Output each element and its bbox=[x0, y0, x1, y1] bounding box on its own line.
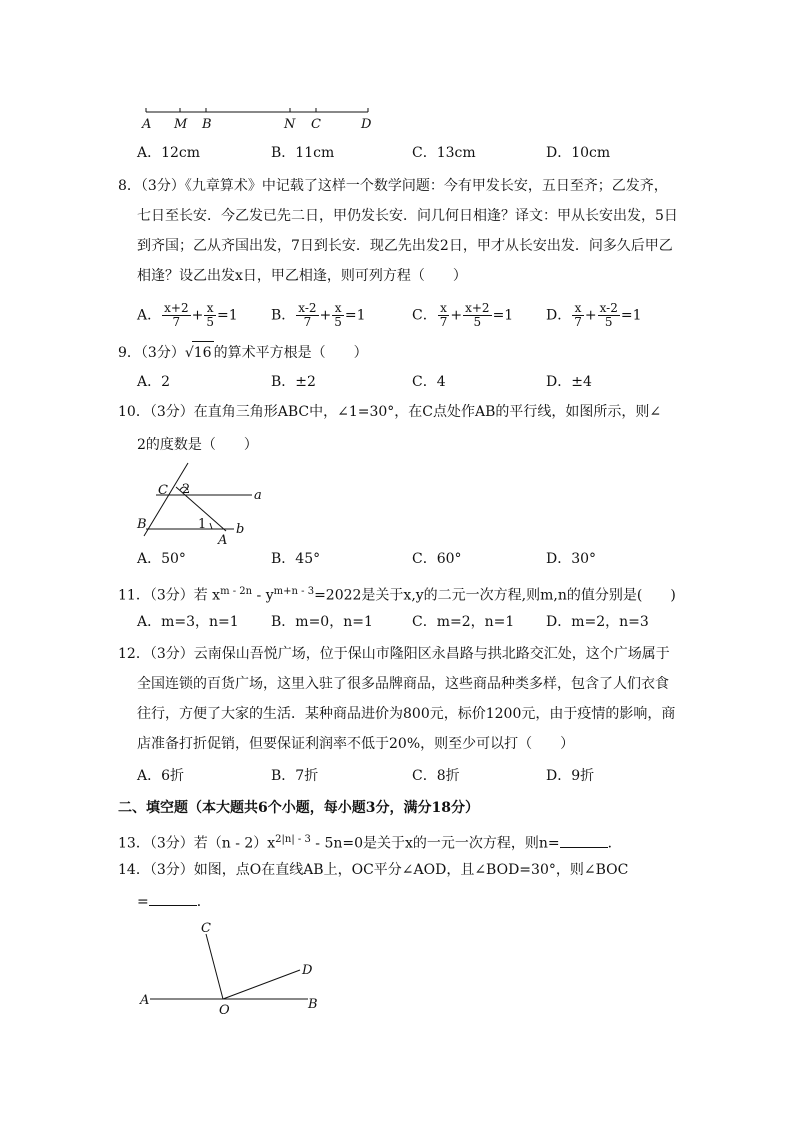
q11-option-b[interactable]: B．m=0，n=1 bbox=[271, 614, 373, 630]
denominator: 5 bbox=[604, 315, 613, 329]
q8-option-d[interactable] bbox=[546, 302, 642, 329]
label-2: 2 bbox=[182, 482, 191, 497]
label-a: A bbox=[142, 117, 152, 132]
label-b-point: B bbox=[137, 517, 147, 532]
section-title: 二、填空题（本大题共6个小题，每小题3分，满分18分） bbox=[118, 800, 479, 816]
question-13 bbox=[118, 829, 622, 855]
fraction bbox=[204, 302, 216, 329]
q9-option-b[interactable]: B．±2 bbox=[271, 374, 316, 390]
q11-option-d[interactable]: D．m=2，n=3 bbox=[546, 614, 649, 630]
plus: + bbox=[450, 307, 463, 324]
q12-line-3: 往行，方便了大家的生活．某种商品进价为800元，标价1200元，由于疫情的影响，商 bbox=[137, 706, 676, 722]
q7-option-d[interactable]: D．10cm bbox=[546, 145, 611, 161]
q9-stem bbox=[118, 341, 368, 364]
denominator: 7 bbox=[303, 315, 312, 329]
fraction bbox=[572, 302, 584, 329]
q8-option-b[interactable] bbox=[271, 302, 366, 329]
denominator: 7 bbox=[439, 315, 448, 329]
ray-od bbox=[223, 970, 300, 999]
q11-mid: - y bbox=[252, 587, 274, 604]
plus: + bbox=[584, 307, 597, 324]
q14-equals: = bbox=[137, 894, 149, 910]
q11-option-a[interactable]: A．m=3，n=1 bbox=[137, 614, 239, 630]
q10-option-a[interactable]: A．50° bbox=[137, 551, 186, 567]
denominator: 7 bbox=[574, 315, 582, 329]
fraction bbox=[438, 302, 450, 329]
q10-option-b[interactable]: B．45° bbox=[271, 551, 321, 567]
label-c: C bbox=[158, 483, 168, 498]
q9-prefix: 9．（3分） bbox=[118, 345, 185, 361]
label-a-point: A bbox=[218, 533, 228, 548]
q8-option-c[interactable] bbox=[412, 302, 513, 329]
q10-line-2: 2的度数是（ ） bbox=[137, 437, 258, 453]
q7-option-b[interactable]: B．11cm bbox=[271, 145, 335, 161]
triangle-figure bbox=[136, 460, 276, 550]
q8-option-c-label: C． bbox=[412, 307, 437, 324]
numerator: x bbox=[438, 302, 450, 316]
q12-option-c[interactable]: C．8折 bbox=[412, 768, 460, 784]
q12-option-b[interactable]: B．7折 bbox=[271, 768, 319, 784]
q8-option-a[interactable] bbox=[137, 302, 238, 329]
q13-answer-blank[interactable] bbox=[560, 833, 608, 848]
numerator: x+2 bbox=[164, 301, 189, 315]
rhs: =1 bbox=[216, 307, 238, 324]
q9-option-c[interactable]: C．4 bbox=[412, 374, 446, 390]
q11-stem bbox=[118, 581, 676, 607]
numerator: x+2 bbox=[465, 301, 490, 315]
rhs: =1 bbox=[492, 307, 514, 324]
q7-option-a[interactable]: A．12cm bbox=[137, 145, 201, 161]
denominator: 5 bbox=[334, 315, 342, 329]
q13-exponent: 2|n| - 3 bbox=[275, 834, 311, 845]
q12-option-d[interactable]: D．9折 bbox=[546, 768, 595, 784]
fraction bbox=[598, 302, 620, 329]
q10-option-c[interactable]: C．60° bbox=[412, 551, 462, 567]
label-b: B bbox=[308, 997, 318, 1012]
q11-prefix: 11．（3分）若 x bbox=[118, 587, 221, 604]
label-b-line: b bbox=[236, 522, 245, 537]
denominator: 7 bbox=[172, 315, 181, 329]
q13-suffix: - 5n=0是关于x的一元一次方程，则n= bbox=[310, 835, 560, 852]
q9-option-d[interactable]: D．±4 bbox=[546, 374, 592, 390]
label-m: M bbox=[174, 117, 188, 132]
numerator: x bbox=[204, 302, 216, 316]
label-o: O bbox=[219, 1003, 230, 1018]
transversal bbox=[144, 463, 191, 536]
q11-suffix: =2022是关于x,y的二元一次方程,则m,n的值分别是( ) bbox=[314, 587, 676, 604]
fraction bbox=[463, 302, 491, 329]
label-c: C bbox=[311, 117, 321, 132]
q13-prefix: 13．（3分）若（n - 2）x bbox=[118, 835, 276, 852]
q8-line-2: 七日至长安．今乙发已先二日，甲仍发长安．问几何日相逢？译文：甲从长安出发，5日 bbox=[137, 208, 678, 224]
numerator: x bbox=[572, 302, 584, 316]
q14-answer-blank[interactable] bbox=[149, 891, 197, 906]
q11-exponent-1: m - 2n bbox=[220, 586, 253, 597]
rhs: =1 bbox=[344, 307, 366, 324]
q8-line-1: 8．（3分）《九章算术》中记载了这样一个数学问题：今有甲发长安，五日至齐；乙发齐， bbox=[118, 178, 668, 194]
label-b: B bbox=[202, 117, 212, 132]
segment-figure bbox=[140, 104, 380, 134]
q8-line-4: 相逢？设乙出发x日，甲乙相逢，则可列方程（ ） bbox=[137, 268, 467, 284]
q8-option-a-label: A． bbox=[137, 307, 162, 324]
label-d: D bbox=[361, 117, 372, 132]
sqrt-sign: √ bbox=[184, 345, 194, 361]
q13-end: ． bbox=[607, 835, 622, 852]
plus: + bbox=[191, 307, 204, 324]
fraction bbox=[296, 302, 318, 329]
angle-1-mark bbox=[210, 523, 212, 529]
plus: + bbox=[319, 307, 332, 324]
q8-option-b-label: B． bbox=[271, 307, 296, 324]
q12-line-4: 店准备打折促销，但要保证利润率不低于20%，则至少可以打（ ） bbox=[137, 736, 575, 752]
q12-option-a[interactable]: A．6折 bbox=[137, 768, 185, 784]
label-1: 1 bbox=[198, 517, 207, 532]
q14-line-2 bbox=[137, 891, 211, 913]
fraction bbox=[332, 302, 344, 329]
label-n: N bbox=[284, 117, 296, 132]
numerator: x bbox=[332, 302, 344, 316]
q11-option-c[interactable]: C．m=2，n=1 bbox=[412, 614, 515, 630]
q9-radicand: 16 bbox=[192, 341, 214, 364]
label-c: C bbox=[201, 921, 211, 936]
q14-end: ． bbox=[196, 894, 211, 910]
q9-suffix: 的算术平方根是（ ） bbox=[213, 345, 368, 361]
q10-line-1: 10．（3分）在直角三角形ABC中，∠1=30°，在C点处作AB的平行线，如图所示，则∠ bbox=[118, 404, 662, 420]
fraction bbox=[162, 302, 190, 329]
q11-exponent-2: m+n - 3 bbox=[273, 586, 315, 597]
q8-option-d-label: D． bbox=[546, 307, 572, 324]
label-d: D bbox=[302, 963, 313, 978]
q14-line-1: 14．（3分）如图，点O在直线AB上，OC平分∠AOD，且∠BOD=30°，则∠BOC bbox=[118, 862, 629, 878]
q12-line-1: 12．（3分）云南保山吾悦广场，位于保山市隆阳区永昌路与拱北路交汇处，这个广场属于 bbox=[118, 646, 670, 662]
numerator: x-2 bbox=[599, 301, 618, 315]
q7-option-c[interactable]: C．13cm bbox=[412, 145, 476, 161]
ray-oc bbox=[206, 934, 223, 999]
numerator: x-2 bbox=[298, 301, 317, 315]
q8-line-3: 到齐国；乙从齐国出发，7日到长安．现乙先出发2日，甲才从长安出发．问多久后甲乙 bbox=[137, 238, 673, 254]
rhs: =1 bbox=[620, 307, 642, 324]
label-a-line: a bbox=[254, 488, 262, 503]
angle-figure bbox=[140, 918, 340, 1018]
label-a: A bbox=[140, 993, 150, 1008]
denominator: 5 bbox=[473, 315, 482, 329]
q12-line-2: 全国连锁的百货广场，这里入驻了很多品牌商品，这些商品种类多样，包含了人们衣食 bbox=[137, 676, 669, 692]
denominator: 5 bbox=[206, 315, 214, 329]
q9-option-a[interactable]: A．2 bbox=[137, 374, 171, 390]
q10-option-d[interactable]: D．30° bbox=[546, 551, 597, 567]
